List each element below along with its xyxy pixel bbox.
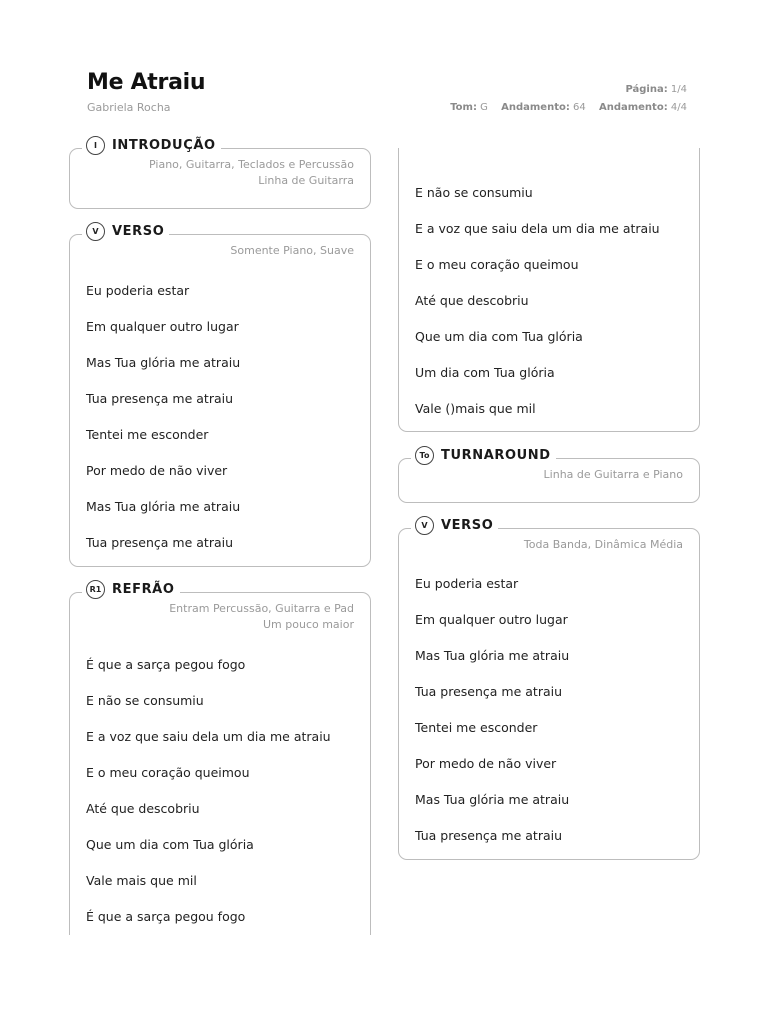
lyric-line: Mas Tua glória me atraiu — [86, 499, 241, 514]
lyrics-block — [86, 656, 331, 944]
section-notes — [149, 157, 354, 189]
section-header — [82, 222, 169, 241]
lyric-line: Tua presença me atraiu — [86, 535, 234, 550]
lyric-line: Por medo de não viver — [415, 756, 557, 771]
section-title: TURNAROUND — [441, 448, 551, 463]
section-title: REFRÃO — [112, 582, 175, 597]
section-badge: To — [415, 446, 434, 465]
tempo-label: Andamento: — [501, 102, 570, 113]
section-title: VERSO — [441, 518, 494, 533]
lyrics-block — [86, 282, 240, 570]
lyric-line: E não se consumiu — [86, 693, 204, 708]
lyric-line: Eu poderia estar — [415, 576, 519, 591]
lyric-line: Mas Tua glória me atraiu — [415, 792, 570, 807]
lyric-line: Vale mais que mil — [86, 873, 197, 888]
note-line: Linha de Guitarra — [258, 174, 354, 187]
song-title: Me Atraiu — [87, 70, 206, 95]
lyric-line: Tua presença me atraiu — [86, 391, 234, 406]
page-label: Página: — [625, 84, 668, 95]
section-chorus-continued — [398, 148, 700, 432]
section-title: INTRODUÇÃO — [112, 138, 216, 153]
section-notes — [524, 537, 683, 553]
section-header — [82, 580, 180, 599]
lyric-line: Tua presença me atraiu — [415, 828, 563, 843]
note-line: Um pouco maior — [263, 618, 354, 631]
lyric-line: É que a sarça pegou fogo — [86, 657, 246, 672]
section-header — [411, 446, 556, 465]
note-line: Piano, Guitarra, Teclados e Percussão — [149, 158, 354, 171]
lyric-line: Mas Tua glória me atraiu — [86, 355, 241, 370]
lyric-line: Um dia com Tua glória — [415, 365, 555, 380]
section-turnaround — [398, 448, 700, 503]
lyric-line: Tua presença me atraiu — [415, 684, 563, 699]
lyric-line: Até que descobriu — [415, 293, 529, 308]
note-line: Toda Banda, Dinâmica Média — [523, 538, 683, 551]
time-signature-value: 4/4 — [670, 102, 687, 113]
lyric-line: E o meu coração queimou — [415, 257, 579, 272]
section-notes — [230, 243, 354, 259]
lyric-line: É que a sarça pegou fogo — [86, 909, 246, 924]
artist-name: Gabriela Rocha — [87, 101, 171, 114]
song-info — [450, 102, 687, 113]
section-badge: I — [86, 136, 105, 155]
lyric-line: E a voz que saiu dela um dia me atraiu — [86, 729, 331, 744]
lyric-line: Vale ()mais que mil — [415, 401, 536, 416]
lyric-line: Em qualquer outro lugar — [415, 612, 568, 627]
lyric-line: E não se consumiu — [415, 185, 533, 200]
lyric-line: E a voz que saiu dela um dia me atraiu — [415, 221, 660, 236]
lyric-line: Até que descobriu — [86, 801, 200, 816]
page-indicator — [625, 84, 687, 95]
section-intro — [69, 138, 371, 209]
section-header — [411, 516, 498, 535]
section-chorus — [69, 582, 371, 935]
note-line: Linha de Guitarra e Piano — [543, 468, 683, 481]
section-title: VERSO — [112, 224, 165, 239]
lyrics-block — [415, 184, 660, 436]
section-verse-1 — [69, 224, 371, 567]
key-value: G — [480, 102, 488, 113]
note-line: Entram Percussão, Guitarra e Pad — [169, 602, 354, 615]
lyric-line: Que um dia com Tua glória — [86, 837, 254, 852]
lyric-line: Tentei me esconder — [415, 720, 538, 735]
lyric-line: Por medo de não viver — [86, 463, 228, 478]
lyrics-block — [415, 575, 569, 863]
tempo-value: 64 — [573, 102, 586, 113]
lyric-line: Mas Tua glória me atraiu — [415, 648, 570, 663]
section-badge: R1 — [86, 580, 105, 599]
section-badge: V — [86, 222, 105, 241]
page-value: 1/4 — [670, 84, 687, 95]
section-notes — [169, 601, 354, 633]
section-header — [82, 136, 221, 155]
lyric-line: Eu poderia estar — [86, 283, 190, 298]
lyric-line: Em qualquer outro lugar — [86, 319, 239, 334]
note-line: Somente Piano, Suave — [230, 244, 354, 257]
lyric-line: E o meu coração queimou — [86, 765, 250, 780]
lyric-line: Que um dia com Tua glória — [415, 329, 583, 344]
time-signature-label: Andamento: — [598, 102, 668, 113]
section-notes — [544, 467, 683, 483]
section-badge: V — [415, 516, 434, 535]
section-verse-2 — [398, 518, 700, 860]
lyric-line: Tentei me esconder — [86, 427, 209, 442]
key-label: Tom: — [450, 102, 477, 113]
